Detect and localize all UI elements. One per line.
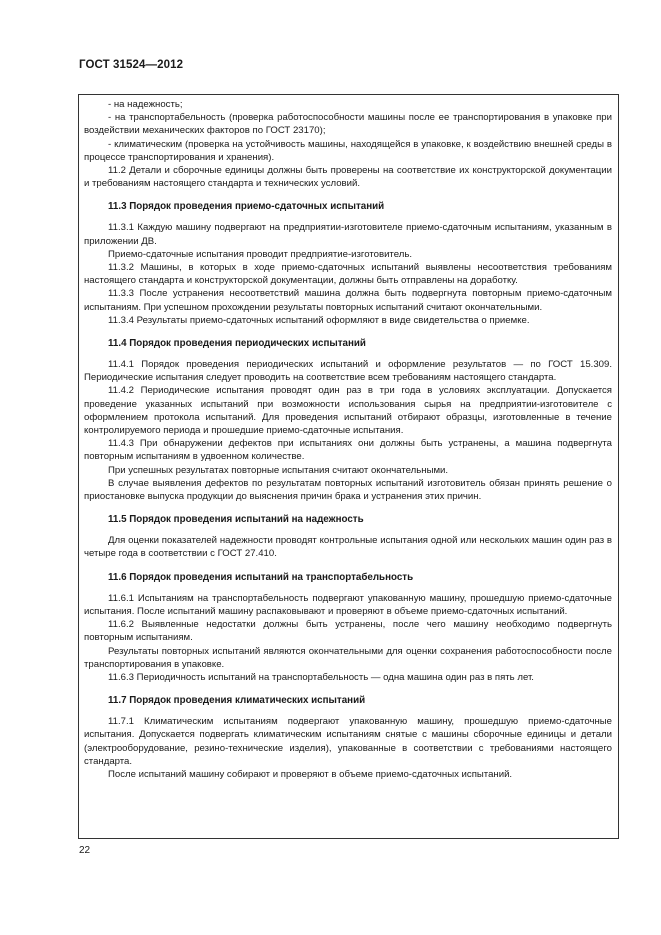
paragraph: 11.3.4 Результаты приемо-сдаточных испытаний оформляют в виде свидетельства о приемке.	[108, 314, 530, 326]
paragraph: 11.6.1 Испытаниям на транспортабельность подвергают упакованную машину, прошедшую приемо-сдаточные испытания. После испытаний машину распаковывают и проверяют в объеме приемо-сдаточных испытаний.	[84, 592, 612, 617]
document-header: ГОСТ 31524—2012	[79, 59, 184, 71]
paragraph: 11.6.3 Периодичность испытаний на транспортабельность — одна машина один раз в пять лет.	[108, 671, 534, 683]
section-heading: 11.5 Порядок проведения испытаний на надежность	[108, 514, 364, 526]
paragraph: Результаты повторных испытаний являются окончательными для оценки сохранения работоспособности после транспортирования в упаковке.	[84, 645, 612, 670]
paragraph: 11.7.1 Климатическим испытаниям подвергают упакованную машину, прошедшую приемо-сдаточные испытания. Допускается подвергать климатическим испытаниям снятые с машины сборочные единицы и детали (электрооборудование, резино-технические изделия), упакованные в соответствии с требованиями настоящего стандарта.	[84, 716, 612, 767]
paragraph: 11.3.1 Каждую машину подвергают на предприятии-изготовителе приемо-сдаточным испытаниям, указанным в приложении ДВ.	[84, 222, 612, 247]
section-11-3	[84, 200, 612, 327]
paragraph: 11.3.3 После устранения несоответствий машина должна быть подвергнута повторным приемо-сдаточным испытаниям. При успешном прохождении результаты повторных испытаний считают окончательными.	[84, 288, 612, 313]
paragraph: - на надежность;	[108, 99, 183, 110]
paragraph: 11.4.1 Порядок проведения периодических испытаний и оформление результатов — по ГОСТ 15.309. Периодические испытания следует проводить на соответствие всем требованиям настоящего стандарта.	[84, 359, 612, 384]
section-11-4	[84, 337, 612, 503]
paragraph: Для оценки показателей надежности проводят контрольные испытания одной или нескольких машин один раз в четыре года в соответствии с ГОСТ 27.410.	[84, 535, 612, 560]
section-11-7	[84, 694, 612, 781]
paragraph: 11.4.2 Периодические испытания проводят один раз в три года в условиях эксплуатации. Допускается проведение указанных испытаний при возможности использования сырья на предприятии-изготовителе с оформлением протокола испытаний. Для проведения испытаний отбирают образцы, изготовленные в течение контролируемого периода и прошедшие приемо-сдаточные испытания.	[84, 385, 612, 437]
section-heading: 11.4 Порядок проведения периодических испытаний	[108, 338, 366, 350]
page-content	[84, 98, 612, 781]
section-11-5	[84, 513, 612, 560]
paragraph: 11.6.2 Выявленные недостатки должны быть устранены, после чего машину необходимо подвергнуть повторным испытаниям.	[84, 619, 612, 644]
paragraph: 11.2 Детали и сборочные единицы должны быть проверены на соответствие их конструкторской документации и требованиям настоящего стандарта и технических условий.	[84, 165, 612, 190]
paragraph: 11.4.3 При обнаружении дефектов при испытаниях они должны быть устранены, а машина подвергнута повторным испытаниям в удвоенном количестве.	[84, 438, 612, 463]
paragraph: 11.3.2 Машины, в которых в ходе приемо-сдаточных испытаний выявлены несоответствия требованиям настоящего стандарта и конструкторской документации, должны быть отправлены на доработку.	[84, 262, 612, 287]
intro-block	[84, 98, 612, 190]
section-heading: 11.3 Порядок проведения приемо-сдаточных испытаний	[108, 201, 385, 213]
paragraph: Приемо-сдаточные испытания проводит предприятие-изготовитель.	[108, 248, 412, 260]
paragraph: После испытаний машину собирают и проверяют в объеме приемо-сдаточных испытаний.	[108, 768, 513, 780]
section-heading: 11.7 Порядок проведения климатических испытаний	[108, 695, 366, 707]
section-heading: 11.6 Порядок проведения испытаний на транспортабельность	[108, 571, 414, 583]
paragraph: - на транспортабельность (проверка работоспособности машины после ее транспортирования в упаковке при воздействии механических факторов по ГОСТ 23170);	[84, 112, 612, 137]
page-number: 22	[79, 845, 91, 856]
paragraph: - климатическим (проверка на устойчивость машины, находящейся в упаковке, к воздействию внешней среды в процессе транспортирования и хранения).	[84, 138, 612, 163]
paragraph: В случае выявления дефектов по результатам повторных испытаний изготовитель обязан принять решение о приостановке выпуска продукции до выяснения причин брака и устранения этих причин.	[84, 477, 612, 503]
section-11-6	[84, 571, 612, 684]
paragraph: При успешных результатах повторные испытания считают окончательными.	[108, 464, 449, 476]
